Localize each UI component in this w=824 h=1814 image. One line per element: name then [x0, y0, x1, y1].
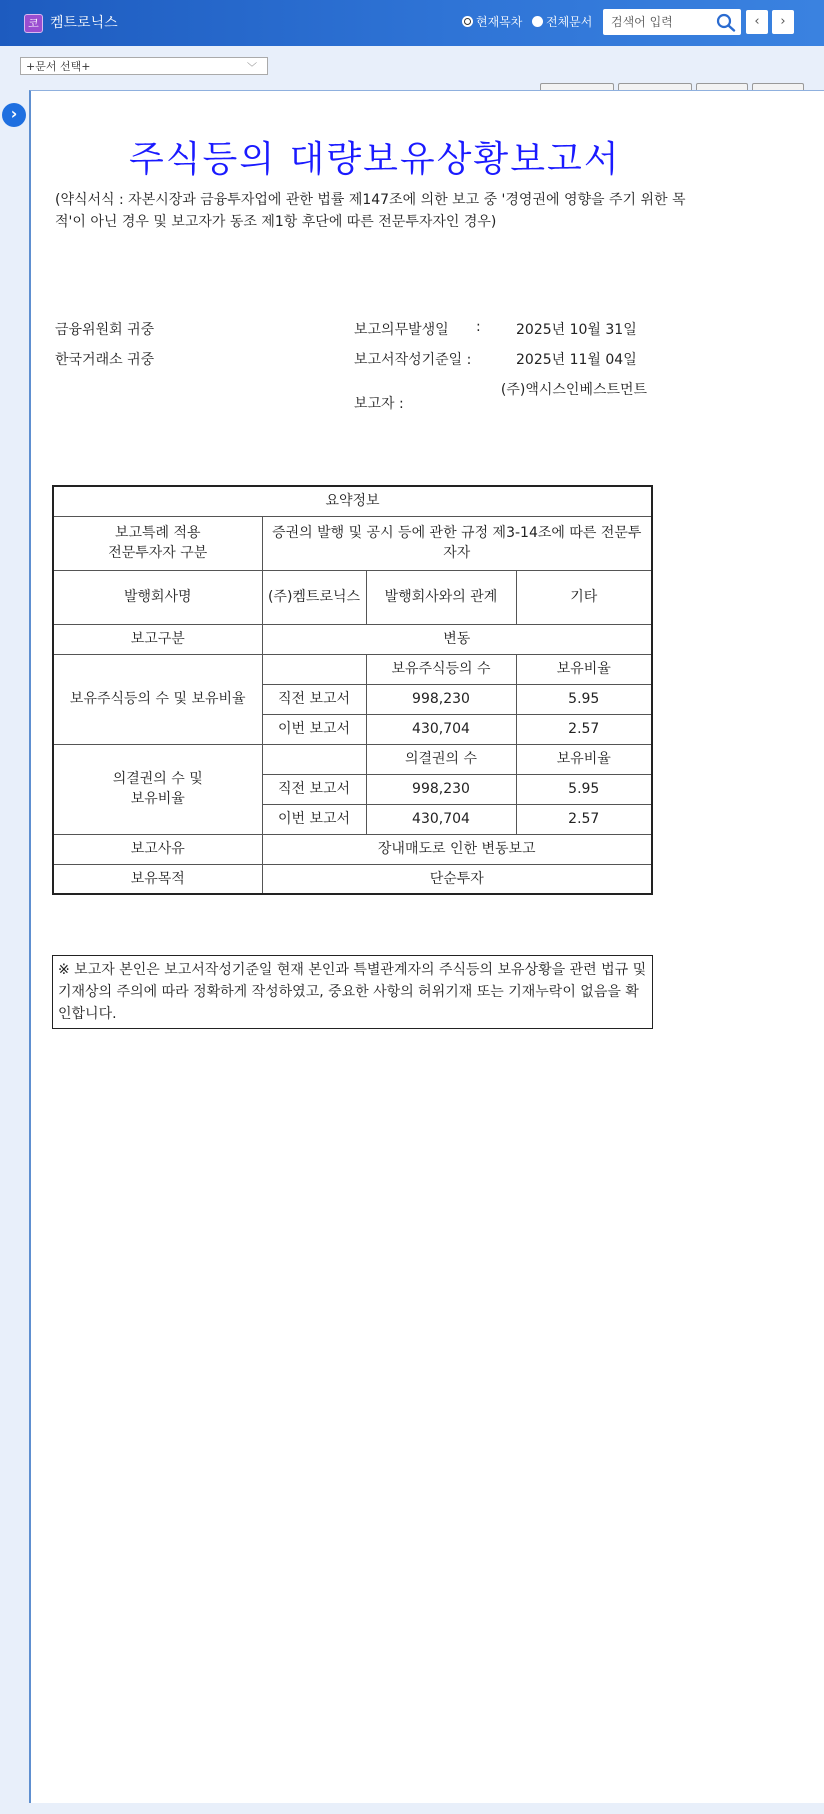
special-case-value: 증권의 발행 및 공시 등에 관한 규정 제3-14조에 따른 전문투자자: [262, 516, 652, 570]
voting-label: 의결권의 수 및 보유비율: [53, 744, 262, 834]
document-select[interactable]: [20, 57, 268, 75]
radio-whole-doc-label: 전체문서: [546, 15, 593, 29]
holdings-this-count: 430,704: [366, 714, 516, 744]
reason-label: 보고사유: [53, 834, 262, 864]
search-icon[interactable]: [715, 12, 737, 32]
document-select-value: +문서 선택+: [26, 60, 91, 73]
obligation-date-value: 2025년 10월 31일: [516, 322, 637, 338]
reason-value: 장내매도로 인한 변동보고: [262, 834, 652, 864]
recipient-fsc: 금융위원회 귀중: [55, 322, 155, 338]
sidebar-toggle-button[interactable]: [2, 103, 26, 127]
relation-label: 발행회사와의 관계: [366, 570, 516, 624]
recipient-krx: 한국거래소 귀중: [55, 352, 155, 368]
summary-title: 요약정보: [53, 486, 652, 516]
reporter-value: (주)액시스인베스트먼트: [500, 382, 648, 398]
holdings-count-header: 보유주식등의 수: [366, 654, 516, 684]
report-type-label: 보고구분: [53, 624, 262, 654]
holdings-prev-label: 직전 보고서: [262, 684, 366, 714]
holdings-this-label: 이번 보고서: [262, 714, 366, 744]
voting-this-ratio: 2.57: [516, 804, 652, 834]
document-viewer: [29, 90, 824, 1803]
holdings-this-ratio: 2.57: [516, 714, 652, 744]
reporter-label: 보고자 :: [354, 396, 404, 412]
radio-current-toc-label: 현재목차: [476, 15, 523, 29]
company-title[interactable]: 켐트로닉스: [50, 15, 118, 31]
chevron-down-icon: ﹀: [247, 63, 257, 74]
next-result-button[interactable]: ›: [772, 10, 794, 34]
voting-ratio-header: 보유비율: [516, 744, 652, 774]
issuer-label: 발행회사명: [53, 570, 262, 624]
voting-prev-label: 직전 보고서: [262, 774, 366, 804]
voting-empty-cell: [262, 744, 366, 774]
holdings-empty-cell: [262, 654, 366, 684]
special-case-label: 보고특례 적용 전문투자자 구분: [53, 516, 262, 570]
search-box: [603, 9, 741, 35]
search-input[interactable]: [609, 12, 713, 32]
radio-whole-doc[interactable]: [532, 13, 592, 30]
radio-current-toc[interactable]: [462, 13, 522, 30]
prev-result-button[interactable]: ‹: [746, 10, 768, 34]
top-header-bar: [0, 0, 824, 46]
relation-value: 기타: [516, 570, 652, 624]
base-date-value: 2025년 11월 04일: [516, 352, 637, 368]
issuer-value: (주)켐트로닉스: [262, 570, 366, 624]
obligation-date-colon: :: [476, 319, 481, 335]
summary-table: [52, 485, 653, 895]
radio-selected-icon[interactable]: [462, 16, 473, 27]
voting-count-header: 의결권의 수: [366, 744, 516, 774]
purpose-label: 보유목적: [53, 864, 262, 894]
company-icon: 코: [24, 14, 43, 33]
voting-prev-ratio: 5.95: [516, 774, 652, 804]
voting-this-count: 430,704: [366, 804, 516, 834]
document-title: 주식등의 대량보유상황보고서: [129, 139, 621, 180]
holdings-prev-ratio: 5.95: [516, 684, 652, 714]
confirmation-notice: ※ 보고자 본인은 보고서작성기준일 현재 본인과 특별관계자의 주식등의 보유상황을 관련 법규 및 기재상의 주의에 따라 정확하게 작성하였고, 중요한 사항의 허위기재 또는 기재누락이 없음을 확인합니다.: [52, 955, 653, 1029]
radio-unselected-icon[interactable]: [532, 16, 543, 27]
base-date-label: 보고서작성기준일 :: [354, 352, 472, 368]
obligation-date-label: 보고의무발생일: [354, 322, 449, 338]
purpose-value: 단순투자: [262, 864, 652, 894]
report-type-value: 변동: [262, 624, 652, 654]
voting-prev-count: 998,230: [366, 774, 516, 804]
holdings-label: 보유주식등의 수 및 보유비율: [53, 654, 262, 744]
chevron-right-icon: ›: [10, 104, 18, 123]
holdings-ratio-header: 보유비율: [516, 654, 652, 684]
document-subtitle: (약식서식 : 자본시장과 금융투자업에 관한 법률 제147조에 의한 보고 중 '경영권에 영향을 주기 위한 목적'이 아닌 경우 및 보고자가 동조 제1항 후단에 따른 전문투자자인 경우): [55, 192, 686, 230]
holdings-prev-count: 998,230: [366, 684, 516, 714]
voting-this-label: 이번 보고서: [262, 804, 366, 834]
